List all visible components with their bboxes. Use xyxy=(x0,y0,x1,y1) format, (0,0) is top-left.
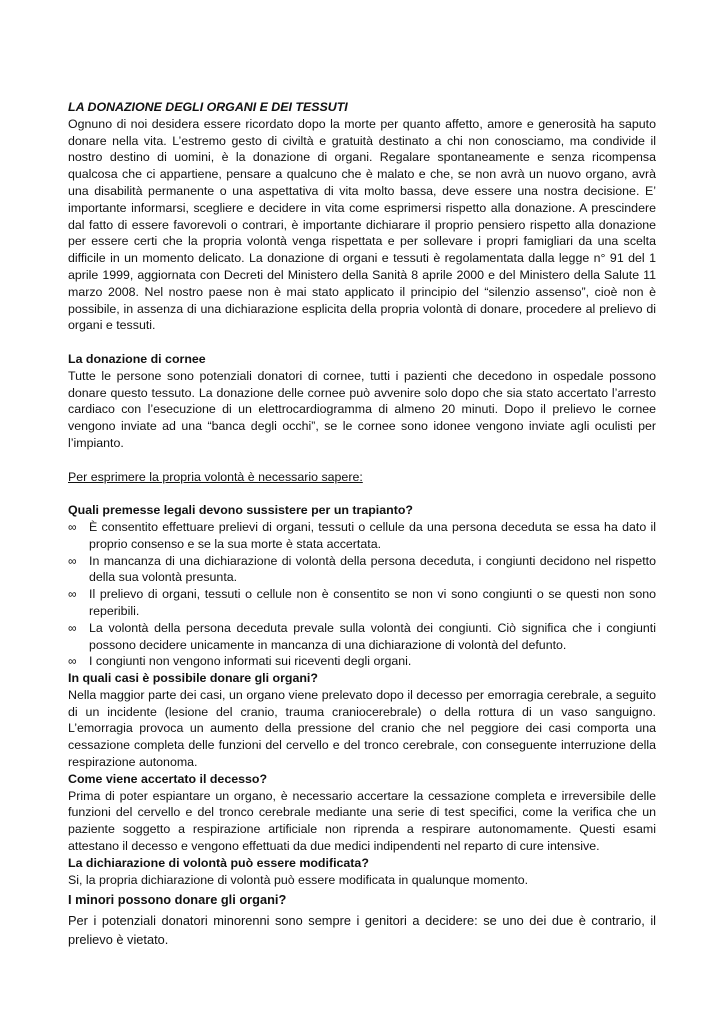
list-item xyxy=(68,586,656,620)
legal-bullet-list xyxy=(68,519,656,670)
spacer xyxy=(68,485,656,502)
infinity-bullet-icon: ∞ xyxy=(68,620,77,635)
spacer xyxy=(68,452,656,469)
question-legal-heading: Quali premesse legali devono sussistere per un trapianto? xyxy=(68,503,413,518)
infinity-bullet-icon: ∞ xyxy=(68,654,77,669)
question-death-heading: Come viene accertato il decesso? xyxy=(68,771,268,786)
list-item-text: I congiunti non vengono informati sui riceventi degli organi. xyxy=(89,654,412,669)
list-item xyxy=(68,620,656,654)
list-item-text: È consentito effettuare prelievi di organi, tessuti o cellule da una persona deceduta se essa ha dato il proprio consenso e se la sua morte è stata accertata. xyxy=(89,519,656,551)
document-title: LA DONAZIONE DEGLI ORGANI E DEI TESSUTI xyxy=(68,100,348,114)
death-paragraph: Prima di poter espiantare un organo, è necessario accertare la cessazione completa e irreversibile delle funzioni del cervello e del tronco cerebrale mediante una serie di test specifici, come la verifica che un paziente soggetto a respirazione artificiale non riprenda a respirare autonomamente. Questi esami attestano il decesso e vengono effettuati da due medici indipendenti nel reparto di cure intensive. xyxy=(68,788,656,854)
modify-paragraph: Si, la propria dichiarazione di volontà può essere modificata in qualunque momento. xyxy=(68,872,529,887)
document-page xyxy=(68,99,656,949)
list-item xyxy=(68,519,656,553)
cornee-paragraph: Tutte le persone sono potenziali donatori di cornee, tutti i pazienti che decedono in ospedale possono donare questo tessuto. La donazione delle cornee può avvenire solo dopo che sia stato accertato l’arresto cardiaco con l’esecuzione di un elettrocardiogramma di almeno 20 minuti. Dopo il prelievo le cornee vengono inviate ad una “banca degli occhi”, se le cornee sono idonee vengono inviate agli oculisti per l’impianto. xyxy=(68,368,656,450)
question-modify-heading: La dichiarazione di volontà può essere modificata? xyxy=(68,855,369,870)
spacer xyxy=(68,334,656,351)
list-item-text: La volontà della persona deceduta prevale sulla volontà dei congiunti. Ciò significa che i congiunti possono decidere unicamente in mancanza di una dichiarazione di volontà del defunto. xyxy=(89,620,656,652)
infinity-bullet-icon: ∞ xyxy=(68,553,77,568)
minors-paragraph: Per i potenziali donatori minorenni sono sempre i genitori a decidere: se uno dei due è contrario, il prelievo è vietato. xyxy=(68,913,656,948)
list-item-text: In mancanza di una dichiarazione di volontà della persona deceduta, i congiunti decidono nel rispetto della sua volontà presunta. xyxy=(89,553,656,585)
intro-paragraph: Ognuno di noi desidera essere ricordato dopo la morte per quanto affetto, amore e generosità ha saputo donare nella vita. L’estremo gesto di civiltà e gratuità destinato a chi non conosciamo, ma condivide il nostro destino di uomini, è la donazione di organi. Regalare spontaneamente e senza ricompensa qualcosa che ci appartiene, pensare a qualcuno che è malato e che, se non avrà un nuovo organo, avrà una disabilità permanente o una aspettativa di vita molto bassa, deve essere una nostra decisione. E’ importante informarsi, scegliere e decidere in vita come esprimersi rispetto alla donazione. A prescindere dal fatto di essere favorevoli o contrari, è importante dichiarare il proprio pensiero rispetto alla donazione per essere certi che la propria volontà venga rispettata e per sollevare i propri famigliari da una scelta difficile in un momento delicato. La donazione di organi e tessuti è regolamentata dalla legge n° 91 del 1 aprile 1999, aggiornata con Decreti del Ministero della Sanità 8 aprile 2000 e del Ministero della Salute 11 marzo 2008. Nel nostro paese non è mai stato applicato il principio del “silenzio assenso”, cioè non è possibile, in assenza di una dichiarazione esplicita della propria volontà di donare, procedere al prelievo di organi e tessuti. xyxy=(68,116,656,333)
cases-paragraph: Nella maggior parte dei casi, un organo viene prelevato dopo il decesso per emorragia cerebrale, a seguito di un incidente (lesione del cranio, trauma craniocerebrale) o della rottura di un vaso sanguigno. L’emorragia provoca un aumento della pressione del cranio che nel peggiore dei casi comporta una cessazione completa delle funzioni del cervello e del tronco cerebrale, con conseguente interruzione della respirazione autonoma. xyxy=(68,687,656,770)
sapere-line: Per esprimere la propria volontà è necessario sapere: xyxy=(68,469,363,484)
question-cases-heading: In quali casi è possibile donare gli organi? xyxy=(68,671,318,686)
infinity-bullet-icon: ∞ xyxy=(68,519,77,534)
list-item-text: Il prelievo di organi, tessuti o cellule non è consentito se non vi sono congiunti o se questi non sono reperibili. xyxy=(89,587,656,618)
infinity-bullet-icon: ∞ xyxy=(68,587,77,602)
cornee-heading: La donazione di cornee xyxy=(68,351,206,366)
list-item xyxy=(68,553,656,587)
list-item xyxy=(68,653,656,670)
question-minors-heading: I minori possono donare gli organi? xyxy=(68,892,287,908)
